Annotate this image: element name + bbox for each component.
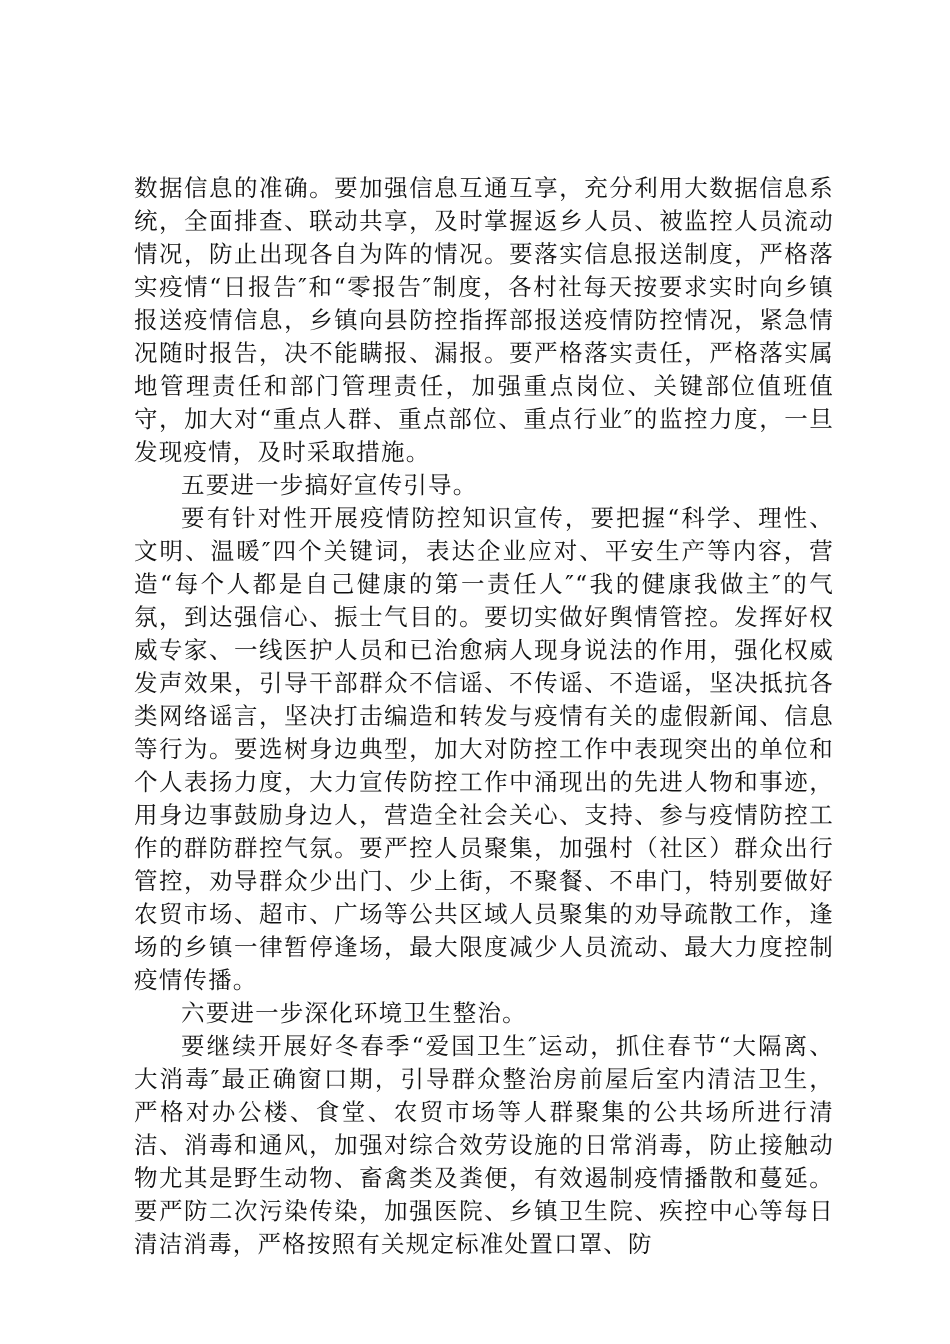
paragraph-sanitation: 要继续开展好冬春季“爱国卫生″运动，抓住春节“大隔离、大消毒″最正确窗口期，引导群众整治房前屋后室内清洁卫生，严格对办公楼、食堂、农贸市场等人群聚集的公共场所进行清洁、消毒和通风，加强对综合效劳设施的日常消毒，防止接触动物尤其是野生动物、畜禽类及粪便，有效遏制疫情播散和蔓延。要严防二次污染传染，加强医院、乡镇卫生院、疾控中心等每日清洁消毒，严格按照有关规定标准处置口罩、防 (134, 1032, 834, 1258)
section-heading-sanitation: 六要进一步深化环境卫生整治。 (181, 999, 527, 1027)
section-heading-publicity: 五要进一步搞好宣传引导。 (181, 471, 478, 499)
document-body (134, 172, 834, 1261)
paragraph-info-reporting: 数据信息的准确。要加强信息互通互享，充分利用大数据信息系统，全面排查、联动共享，及时掌握返乡人员、被监控人员流动情况，防止出现各自为阵的情况。要落实信息报送制度，严格落实疫情“日报告″和“零报告″制度，各村社每天按要求实时向乡镇报送疫情信息，乡镇向县防控指挥部报送疫情防控情况，紧急情况随时报告，决不能瞒报、漏报。要严格落实责任，严格落实属地管理责任和部门管理责任，加强重点岗位、关键部位值班值守，加大对“重点人群、重点部位、重点行业″的监控力度，一旦发现疫情，及时采取措施。 (134, 174, 834, 466)
paragraph-publicity: 要有针对性开展疫情防控知识宣传，要把握“科学、理性、文明、温暖″四个关键词，表达企业应对、平安生产等内容，营造“每个人都是自己健康的第一责任人″“我的健康我做主″的气氛，到达强信心、振士气目的。要切实做好舆情管控。发挥好权威专家、一线医护人员和已治愈病人现身说法的作用，强化权威发声效果，引导干部群众不信谣、不传谣、不造谣，坚决抵抗各类网络谣言，坚决打击编造和转发与疫情有关的虚假新闻、信息等行为。要选树身边典型，加大对防控工作中表现突出的单位和个人表扬力度，大力宣传防控工作中涌现出的先进人物和事迹，用身边事鼓励身边人，营造全社会关心、支持、参与疫情防控工作的群防群控气氛。要严控人员聚集，加强村（社区）群众出行管控，劝导群众少出门、少上街，不聚餐、不串门，特别要做好农贸市场、超市、广场等公共区域人员聚集的劝导疏散工作，逢场的乡镇一律暂停逢场，最大限度减少人员流动、最大力度控制疫情传播。 (134, 504, 834, 994)
